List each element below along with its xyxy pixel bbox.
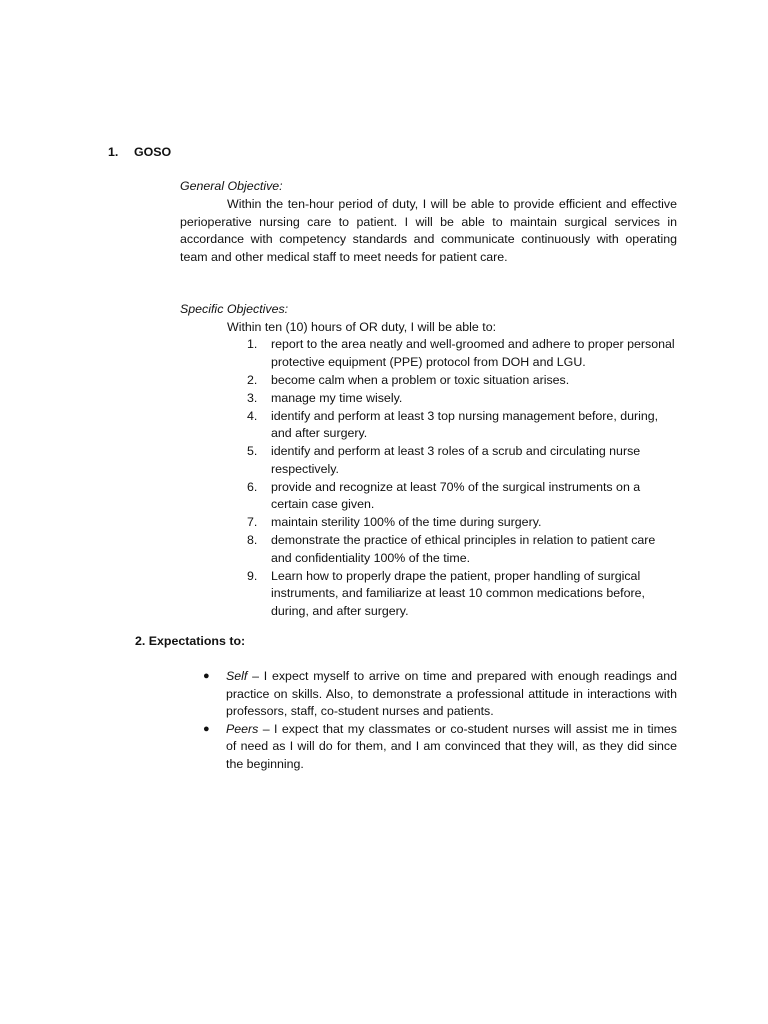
expectations-list xyxy=(200,668,677,773)
general-objective-label: General Objective: xyxy=(180,179,283,193)
objective-number: 4. xyxy=(247,408,258,423)
objective-item xyxy=(247,390,677,408)
objective-number: 1. xyxy=(247,337,258,351)
objective-item xyxy=(247,408,677,443)
bullet-icon: ● xyxy=(203,670,210,682)
objective-text: manage my time wisely. xyxy=(271,390,403,405)
section-1-number: 1. xyxy=(108,145,119,159)
objective-item xyxy=(247,568,677,621)
objective-text: identify and perform at least 3 roles of a scrub and circulating nurse respectively. xyxy=(271,444,641,476)
objective-text: provide and recognize at least 70% of the surgical instruments on a certain case given. xyxy=(271,479,641,511)
section-1-title: GOSO xyxy=(134,145,172,159)
objective-text: identify and perform at least 3 top nursing management before, during, and after surgery. xyxy=(271,408,659,440)
objective-text: report to the area neatly and well-groomed and adhere to proper personal protective equipment (PPE) protocol from DOH and LGU. xyxy=(271,337,675,369)
section-1-heading xyxy=(108,144,171,162)
section-2-heading: 2. Expectations to: xyxy=(135,634,246,648)
bullet-icon: ● xyxy=(203,722,210,735)
objective-item xyxy=(247,443,677,478)
objective-item xyxy=(247,336,677,371)
expectation-item xyxy=(200,668,677,721)
objective-number: 6. xyxy=(247,479,258,494)
objective-number: 9. xyxy=(247,568,258,583)
objective-number: 8. xyxy=(247,533,258,547)
objective-number: 2. xyxy=(247,372,258,387)
expectation-text: – I expect myself to arrive on time and prepared with enough readings and practice on skills. Also, to demonstrate a professional attitude in interactions with professors, staff, co-student nurses and patients. xyxy=(226,669,677,718)
objective-number: 5. xyxy=(247,444,258,458)
objective-text: become calm when a problem or toxic situation arises. xyxy=(271,372,570,387)
expectation-term: Self xyxy=(226,669,248,683)
general-objective-text: Within the ten-hour period of duty, I will be able to provide efficient and effective perioperative nursing care to patient. I will be able to maintain surgical services in accordance with competency standards and communicate continuously with operating team and other medical staff to meet needs for patient care. xyxy=(180,197,677,264)
objective-text: demonstrate the practice of ethical principles in relation to patient care and confidentiality 100% of the time. xyxy=(271,533,656,565)
expectation-item xyxy=(200,721,677,774)
objective-text: maintain sterility 100% of the time during surgery. xyxy=(271,515,542,529)
specific-objectives-intro: Within ten (10) hours of OR duty, I will be able to: xyxy=(227,320,497,334)
objective-item xyxy=(247,479,677,514)
specific-objectives-label: Specific Objectives: xyxy=(180,302,289,316)
objective-text: Learn how to properly drape the patient, proper handling of surgical instruments, and familiarize at least 10 common medications before, during, and after surgery. xyxy=(271,568,645,618)
objective-number: 7. xyxy=(247,515,258,529)
expectation-term: Peers xyxy=(226,721,259,736)
objective-item xyxy=(247,514,677,532)
objective-number: 3. xyxy=(247,390,258,405)
specific-objectives-list xyxy=(247,336,677,621)
objective-item xyxy=(247,532,677,567)
expectation-text: – I expect that my classmates or co-student nurses will assist me in times of need as I will do for them, and I am convinced that they will, as they did since the beginning. xyxy=(226,721,677,771)
objective-item xyxy=(247,372,677,390)
